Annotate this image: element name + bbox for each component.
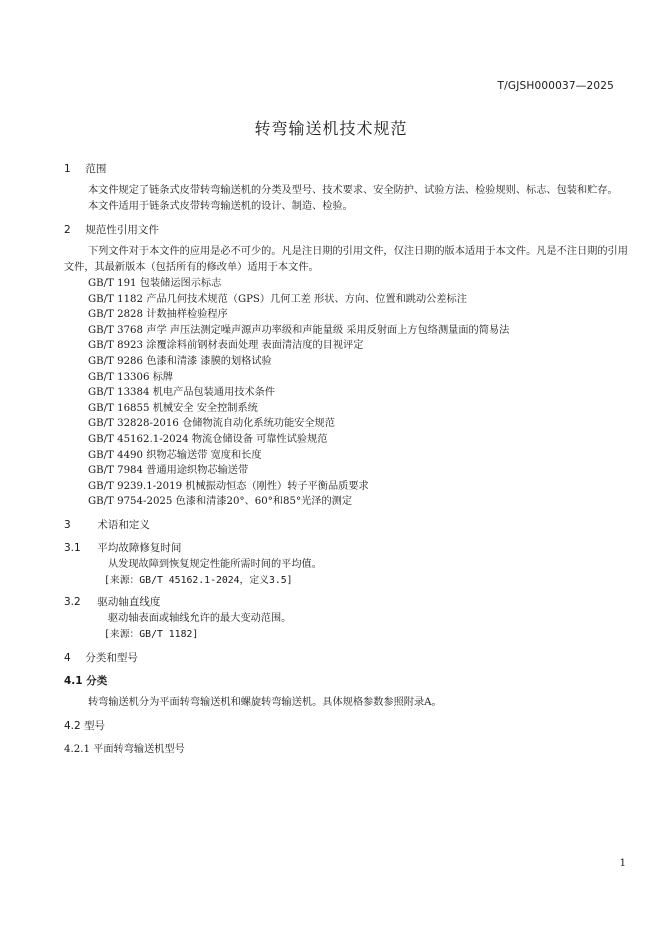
section-heading-classification [64,649,634,668]
section-heading-references [64,221,634,240]
reference-item: GB/T 9239.1-2019 机械振动恒态（刚性）转子平衡品质要求 [88,480,369,492]
reference-item: GB/T 4490 织物芯输送带 宽度和长度 [88,449,262,461]
classification-paragraph: 转弯输送机分为平面转弯输送机和螺旋转弯输送机。具体规格参数参照附录A。 [88,696,442,708]
scope-paragraph-1: 本文件规定了链条式皮带转弯输送机的分类及型号、技术要求、安全防护、试验方法、检验规则、标志、包装和贮存。 [88,185,618,196]
reference-item: GB/T 8923 涂覆涂料前钢材表面处理 表面清洁度的目视评定 [88,340,364,352]
section-heading-scope [64,160,634,179]
page-number: 1 [619,858,626,869]
subsubsection-title: 平面转弯输送机型号 [93,743,185,755]
section-heading-terms [64,516,634,535]
section-number: 3 [64,518,71,531]
reference-item: GB/T 191 包装储运图示标志 [88,278,222,289]
document-code: T/GJSH000037—2025 [497,80,614,92]
term-entry [64,539,634,589]
section-title: 规范性引用文件 [85,224,159,236]
term-source: [来源：GB/T 1182] [104,628,199,640]
section-number: 4 [64,651,71,664]
reference-item: GB/T 32828-2016 仓储物流自动化系统功能安全规范 [88,418,335,430]
subsection-number: 4.1 [64,674,83,687]
reference-item: GB/T 7984 普通用途织物芯输送带 [88,465,249,477]
subsection-title: 型号 [84,719,106,732]
term-definition: 驱动轴表面或轴线允许的最大变动范围。 [108,612,292,624]
subsubsection-heading [64,740,634,759]
term-source: [来源：GB/T 45162.1-2024，定义3.5] [104,574,293,586]
term-name: 平均故障修复时间 [97,541,182,554]
reference-item: GB/T 45162.1-2024 物流仓储设备 可靠性试验规范 [88,433,328,445]
reference-item: GB/T 9286 色漆和清漆 漆膜的划格试验 [88,355,272,367]
references-intro: 下列文件对于本文件的应用是必不可少的。凡是注日期的引用文件，仅注日期的版本适用于本文件。凡是不注日期的引用文件，其最新版本（包括所有的修改单）适用于本文件。 [64,246,628,273]
subsection-title: 分类 [86,674,108,687]
section-title: 术语和定义 [97,518,150,531]
term-heading [64,593,634,611]
reference-item: GB/T 9754-2025 色漆和清漆20°、60°和85°光泽的测定 [88,496,353,508]
reference-item: GB/T 1182 产品几何技术规范（GPS）几何工差 形状、方向、位置和跳动公差标注 [88,293,467,305]
scope-paragraph-2: 本文件适用于链条式皮带转弯输送机的设计、制造、检验。 [88,201,353,212]
section-title: 分类和型号 [85,651,138,664]
reference-list [64,276,634,510]
document-body [64,160,634,759]
term-definition: 从发现故障到恢复规定性能所需时间的平均值。 [108,558,322,570]
document-title: 转弯输送机技术规范 [254,119,408,138]
subsection-heading-classification [64,672,634,691]
reference-item: GB/T 3768 声学 声压法测定噪声源声功率级和声能量级 采用反射面上方包络测量面的简易法 [88,324,510,336]
term-number: 3.1 [64,541,81,554]
subsection-number: 4.2 [64,719,81,732]
reference-item: GB/T 16855 机械安全 安全控制系统 [88,402,258,414]
reference-item: GB/T 2828 计数抽样检验程序 [88,309,228,321]
section-title: 范围 [85,163,107,175]
term-name: 驱动轴直线度 [97,595,161,608]
reference-item: GB/T 13384 机电产品包装通用技术条件 [88,387,275,399]
term-number: 3.2 [64,595,81,608]
term-entry [64,593,634,643]
section-number: 2 [64,224,71,236]
subsection-heading-model [64,717,634,736]
term-heading [64,539,634,557]
subsubsection-number: 4.2.1 [64,743,90,755]
section-number: 1 [64,163,71,175]
reference-item: GB/T 13306 标牌 [88,371,174,383]
